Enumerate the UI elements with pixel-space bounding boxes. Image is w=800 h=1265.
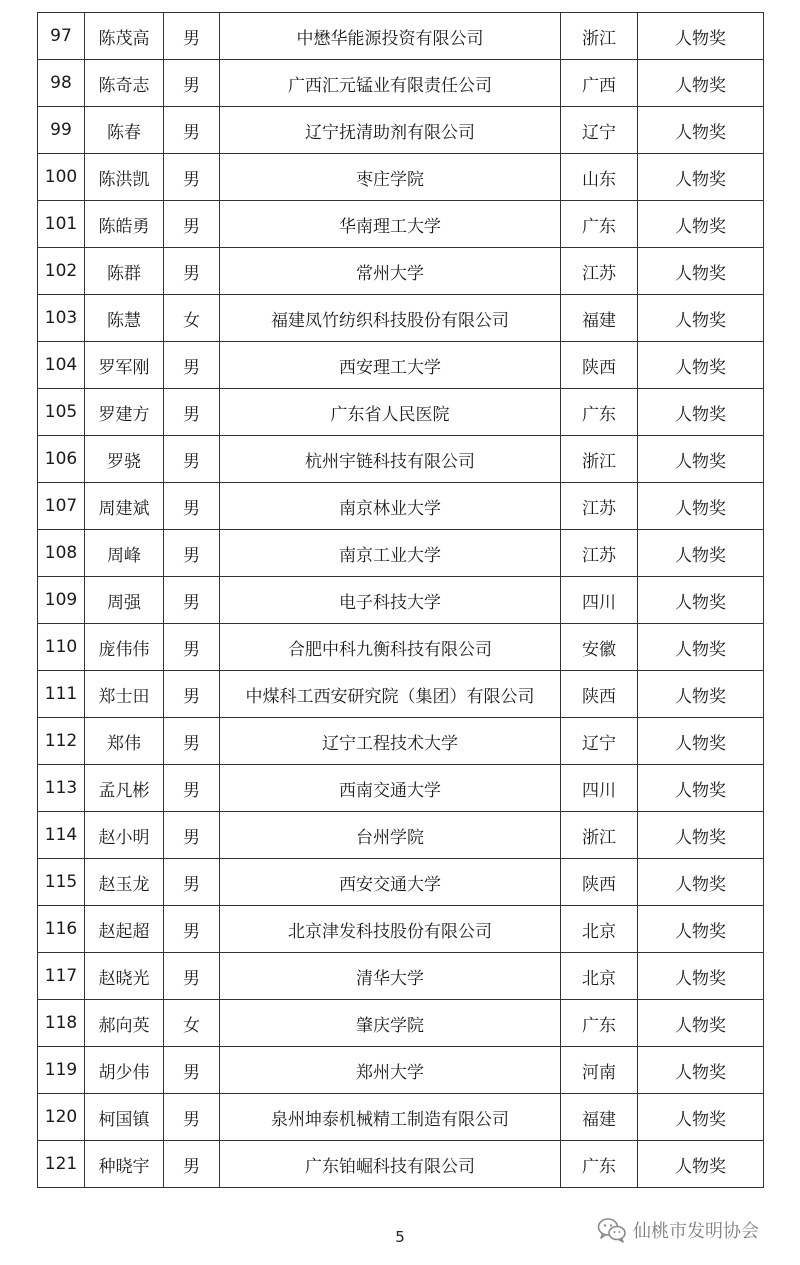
region-cell: 浙江 [561,436,638,483]
table-row [38,295,764,342]
table-row [38,953,764,1000]
name-cell: 胡少伟 [85,1047,164,1094]
region-cell: 陕西 [561,859,638,906]
row-number-cell: 113 [38,765,85,812]
row-number-cell: 99 [38,107,85,154]
award-cell: 人物奖 [638,436,764,483]
table-row [38,577,764,624]
row-number-cell: 105 [38,389,85,436]
gender-cell: 男 [164,483,220,530]
name-cell: 孟凡彬 [85,765,164,812]
gender-cell: 男 [164,248,220,295]
gender-cell: 男 [164,765,220,812]
name-cell: 赵小明 [85,812,164,859]
organization-cell: 合肥中科九衡科技有限公司 [220,624,561,671]
table-row [38,13,764,60]
organization-cell: 华南理工大学 [220,201,561,248]
organization-cell: 台州学院 [220,812,561,859]
award-cell: 人物奖 [638,295,764,342]
organization-cell: 广西汇元锰业有限责任公司 [220,60,561,107]
table-row [38,671,764,718]
name-cell: 周强 [85,577,164,624]
name-cell: 陈奇志 [85,60,164,107]
organization-cell: 郑州大学 [220,1047,561,1094]
row-number-cell: 101 [38,201,85,248]
award-cell: 人物奖 [638,60,764,107]
name-cell: 赵玉龙 [85,859,164,906]
table-row [38,389,764,436]
award-cell: 人物奖 [638,765,764,812]
award-cell: 人物奖 [638,577,764,624]
region-cell: 福建 [561,295,638,342]
award-cell: 人物奖 [638,483,764,530]
table-row [38,718,764,765]
row-number-cell: 102 [38,248,85,295]
name-cell: 陈皓勇 [85,201,164,248]
table-row [38,248,764,295]
award-cell: 人物奖 [638,1000,764,1047]
award-cell: 人物奖 [638,1094,764,1141]
award-cell: 人物奖 [638,201,764,248]
table-row [38,342,764,389]
row-number-cell: 100 [38,154,85,201]
award-cell: 人物奖 [638,1141,764,1188]
table-row [38,154,764,201]
region-cell: 江苏 [561,483,638,530]
gender-cell: 男 [164,859,220,906]
row-number-cell: 121 [38,1141,85,1188]
organization-cell: 广东铂崛科技有限公司 [220,1141,561,1188]
gender-cell: 男 [164,389,220,436]
region-cell: 北京 [561,953,638,1000]
gender-cell: 男 [164,342,220,389]
award-cell: 人物奖 [638,718,764,765]
organization-cell: 广东省人民医院 [220,389,561,436]
award-cell: 人物奖 [638,859,764,906]
gender-cell: 男 [164,718,220,765]
award-cell: 人物奖 [638,154,764,201]
region-cell: 四川 [561,577,638,624]
name-cell: 郝向英 [85,1000,164,1047]
row-number-cell: 98 [38,60,85,107]
region-cell: 浙江 [561,812,638,859]
name-cell: 罗骁 [85,436,164,483]
region-cell: 辽宁 [561,107,638,154]
region-cell: 陕西 [561,342,638,389]
gender-cell: 男 [164,953,220,1000]
region-cell: 陕西 [561,671,638,718]
organization-cell: 辽宁抚清助剂有限公司 [220,107,561,154]
region-cell: 广东 [561,201,638,248]
organization-cell: 杭州宇链科技有限公司 [220,436,561,483]
gender-cell: 男 [164,671,220,718]
award-list-sheet [37,12,763,1188]
table-row [38,60,764,107]
award-cell: 人物奖 [638,1047,764,1094]
gender-cell: 男 [164,107,220,154]
region-cell: 江苏 [561,530,638,577]
region-cell: 广东 [561,389,638,436]
row-number-cell: 112 [38,718,85,765]
table-row [38,1141,764,1188]
award-cell: 人物奖 [638,342,764,389]
name-cell: 赵晓光 [85,953,164,1000]
region-cell: 辽宁 [561,718,638,765]
row-number-cell: 106 [38,436,85,483]
gender-cell: 男 [164,1047,220,1094]
name-cell: 郑士田 [85,671,164,718]
name-cell: 种晓宇 [85,1141,164,1188]
name-cell: 陈群 [85,248,164,295]
organization-cell: 肇庆学院 [220,1000,561,1047]
table-row [38,436,764,483]
award-cell: 人物奖 [638,906,764,953]
name-cell: 罗军刚 [85,342,164,389]
gender-cell: 男 [164,1141,220,1188]
name-cell: 赵起超 [85,906,164,953]
table-row [38,906,764,953]
region-cell: 广西 [561,60,638,107]
gender-cell: 男 [164,812,220,859]
gender-cell: 男 [164,624,220,671]
table-row [38,1000,764,1047]
region-cell: 广东 [561,1141,638,1188]
award-cell: 人物奖 [638,812,764,859]
name-cell: 陈慧 [85,295,164,342]
name-cell: 陈春 [85,107,164,154]
award-cell: 人物奖 [638,248,764,295]
organization-cell: 清华大学 [220,953,561,1000]
organization-cell: 福建凤竹纺织科技股份有限公司 [220,295,561,342]
organization-cell: 西安理工大学 [220,342,561,389]
gender-cell: 男 [164,201,220,248]
region-cell: 四川 [561,765,638,812]
award-cell: 人物奖 [638,530,764,577]
row-number-cell: 120 [38,1094,85,1141]
table-row [38,483,764,530]
gender-cell: 女 [164,295,220,342]
wechat-icon [597,1217,627,1243]
table-row [38,859,764,906]
table-row [38,530,764,577]
organization-cell: 辽宁工程技术大学 [220,718,561,765]
page-number: 5 [395,1228,405,1246]
row-number-cell: 111 [38,671,85,718]
gender-cell: 男 [164,154,220,201]
region-cell: 河南 [561,1047,638,1094]
region-cell: 浙江 [561,13,638,60]
organization-cell: 中懋华能源投资有限公司 [220,13,561,60]
organization-cell: 中煤科工西安研究院（集团）有限公司 [220,671,561,718]
row-number-cell: 116 [38,906,85,953]
name-cell: 罗建方 [85,389,164,436]
row-number-cell: 97 [38,13,85,60]
award-cell: 人物奖 [638,671,764,718]
award-table-body [38,13,764,1188]
table-row [38,765,764,812]
organization-cell: 枣庄学院 [220,154,561,201]
table-row [38,1094,764,1141]
row-number-cell: 108 [38,530,85,577]
table-row [38,1047,764,1094]
row-number-cell: 117 [38,953,85,1000]
region-cell: 广东 [561,1000,638,1047]
award-cell: 人物奖 [638,107,764,154]
gender-cell: 男 [164,1094,220,1141]
award-table [37,12,764,1188]
row-number-cell: 104 [38,342,85,389]
row-number-cell: 114 [38,812,85,859]
organization-cell: 泉州坤泰机械精工制造有限公司 [220,1094,561,1141]
award-cell: 人物奖 [638,624,764,671]
name-cell: 陈洪凯 [85,154,164,201]
organization-cell: 西安交通大学 [220,859,561,906]
table-row [38,107,764,154]
table-row [38,201,764,248]
organization-cell: 南京林业大学 [220,483,561,530]
name-cell: 陈茂高 [85,13,164,60]
region-cell: 福建 [561,1094,638,1141]
name-cell: 郑伟 [85,718,164,765]
row-number-cell: 107 [38,483,85,530]
name-cell: 庞伟伟 [85,624,164,671]
award-cell: 人物奖 [638,953,764,1000]
award-cell: 人物奖 [638,13,764,60]
row-number-cell: 109 [38,577,85,624]
gender-cell: 男 [164,906,220,953]
organization-cell: 电子科技大学 [220,577,561,624]
gender-cell: 男 [164,436,220,483]
region-cell: 安徽 [561,624,638,671]
organization-cell: 北京津发科技股份有限公司 [220,906,561,953]
row-number-cell: 118 [38,1000,85,1047]
table-row [38,812,764,859]
row-number-cell: 119 [38,1047,85,1094]
organization-cell: 西南交通大学 [220,765,561,812]
region-cell: 山东 [561,154,638,201]
gender-cell: 男 [164,530,220,577]
name-cell: 柯国镇 [85,1094,164,1141]
name-cell: 周峰 [85,530,164,577]
organization-cell: 常州大学 [220,248,561,295]
region-cell: 江苏 [561,248,638,295]
table-row [38,624,764,671]
gender-cell: 男 [164,577,220,624]
organization-cell: 南京工业大学 [220,530,561,577]
row-number-cell: 115 [38,859,85,906]
gender-cell: 女 [164,1000,220,1047]
name-cell: 周建斌 [85,483,164,530]
row-number-cell: 110 [38,624,85,671]
watermark-text: 仙桃市发明协会 [633,1221,759,1242]
gender-cell: 男 [164,13,220,60]
gender-cell: 男 [164,60,220,107]
row-number-cell: 103 [38,295,85,342]
region-cell: 北京 [561,906,638,953]
award-cell: 人物奖 [638,389,764,436]
watermark [597,1215,759,1245]
